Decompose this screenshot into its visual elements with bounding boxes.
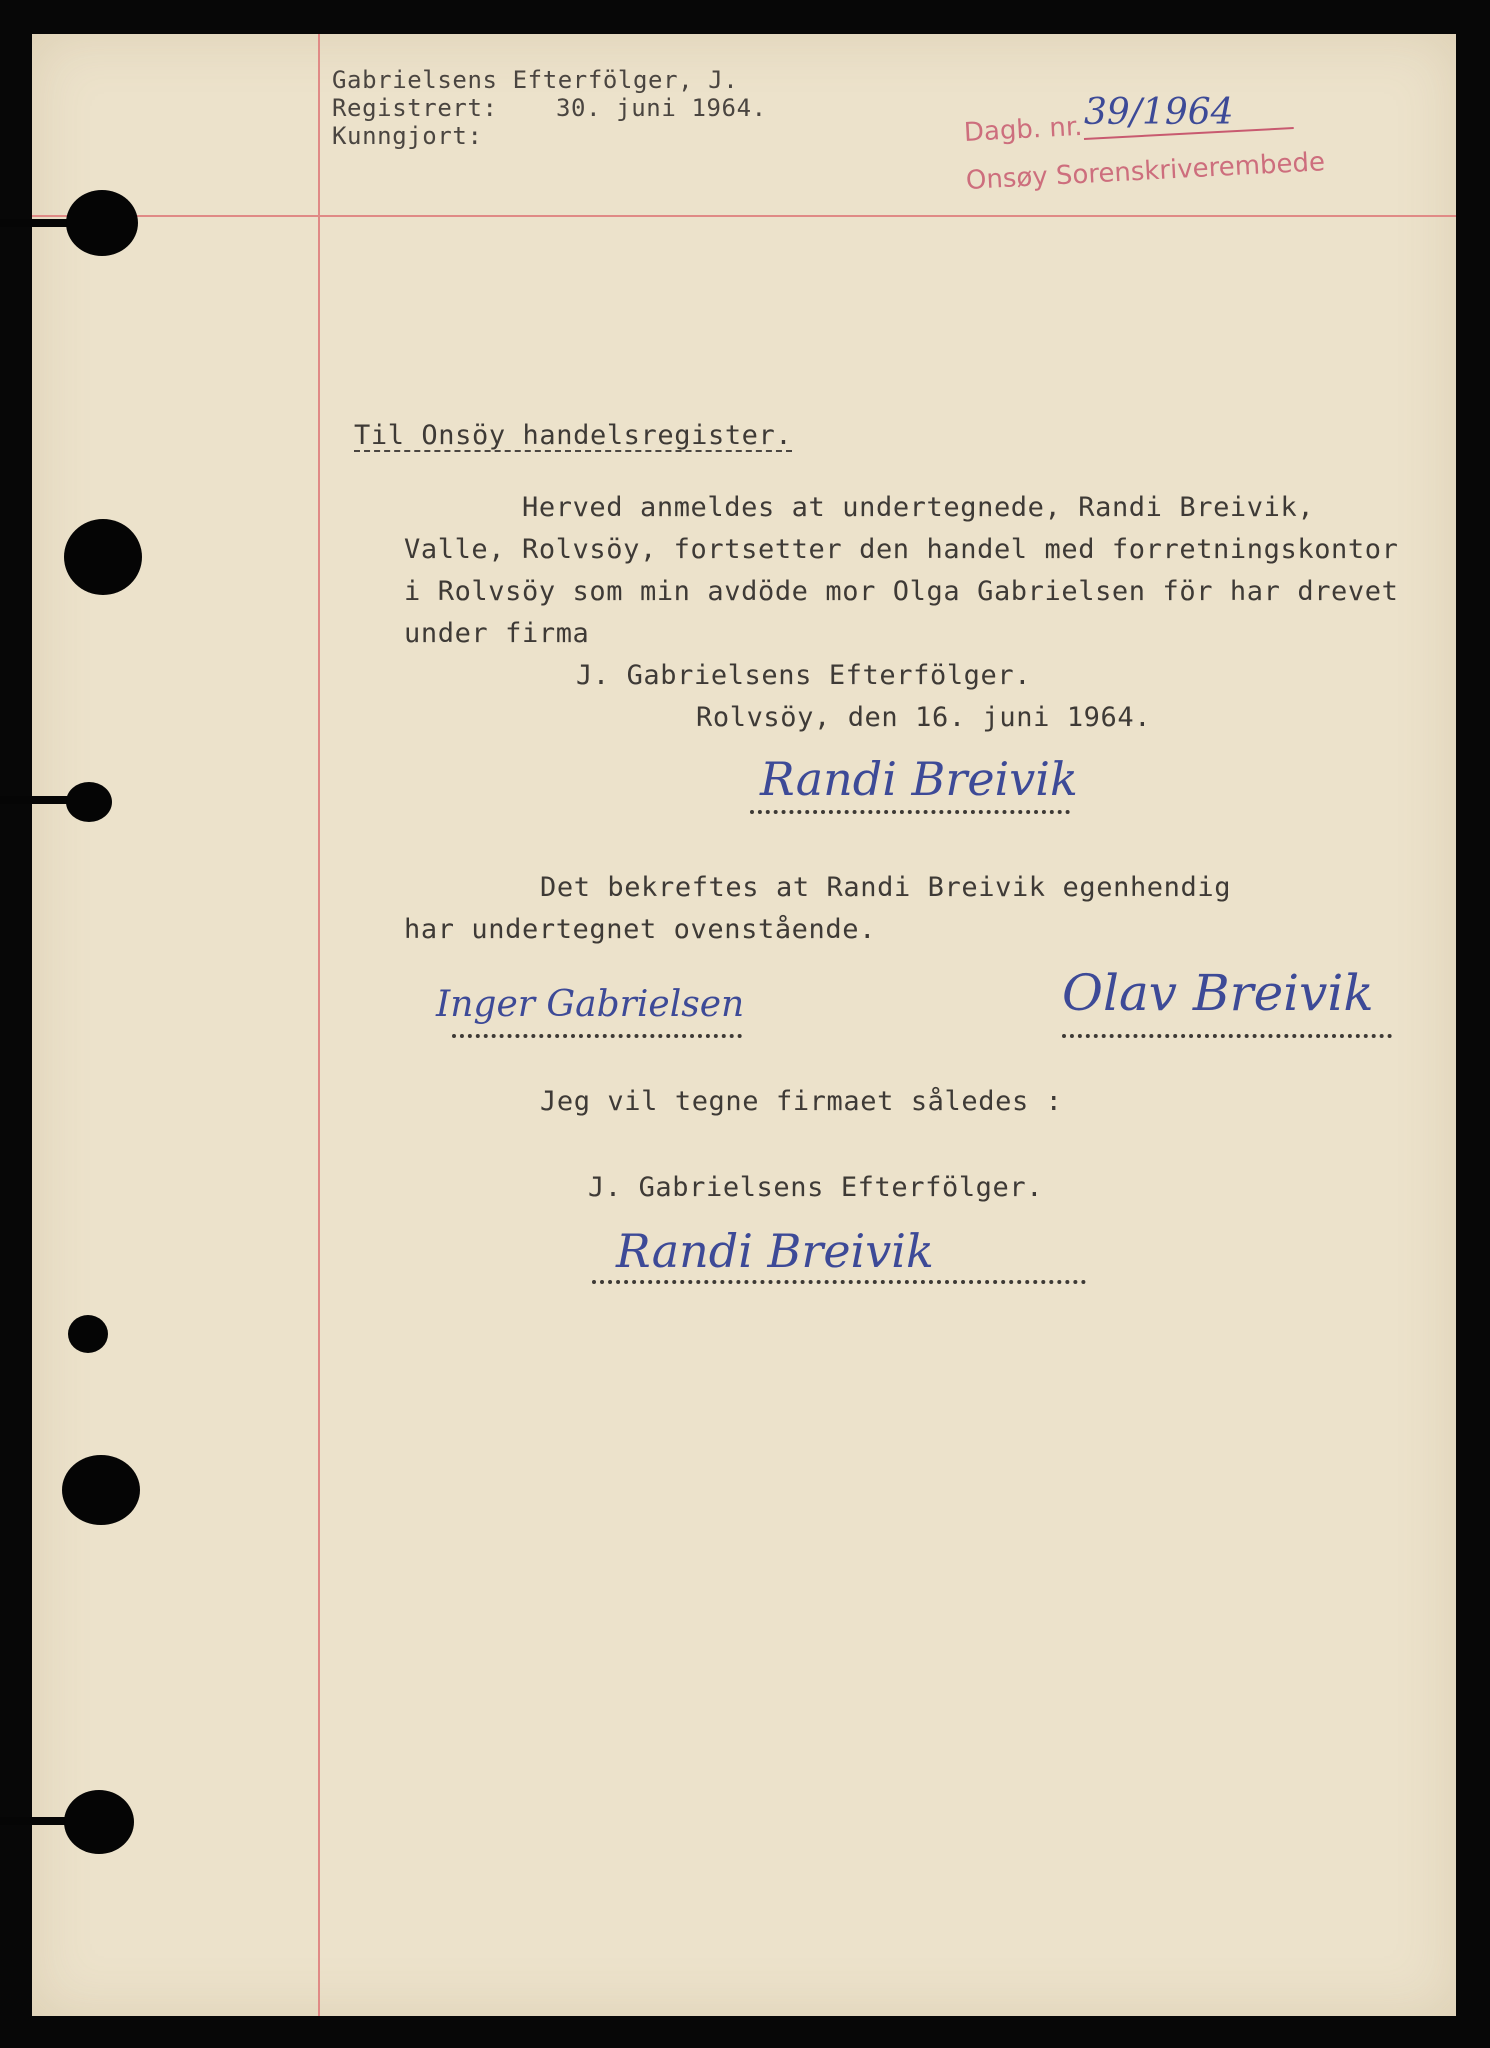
header-registered-label: Registrert: <box>332 94 498 122</box>
witness-line-1 <box>452 1034 742 1038</box>
signature-inger-gabrielsen: Inger Gabrielsen <box>436 984 745 1025</box>
paragraph-line-1: Herved anmeldes at undertegnede, Randi Breivik, <box>522 492 1315 523</box>
addressee-line: Til Onsöy handelsregister. <box>354 420 793 451</box>
header-registered-date: 30. juni 1964. <box>556 94 767 122</box>
punch-hole-2 <box>64 519 142 595</box>
confirmation-line-2: har undertegnet ovenstående. <box>404 914 876 945</box>
punch-hole-6 <box>64 1790 134 1854</box>
signature-randi-breivik-1: Randi Breivik <box>760 752 1078 806</box>
punch-hole-4 <box>68 1315 108 1353</box>
paper-sheet <box>32 34 1456 2016</box>
sign-intro-line: Jeg vil tegne firmaet således : <box>540 1086 1063 1117</box>
witness-line-2 <box>1062 1034 1392 1038</box>
journal-stamp-label: Dagb. nr. <box>963 111 1084 148</box>
confirmation-line-1: Det bekreftes at Randi Breivik egenhendig <box>540 872 1232 903</box>
paragraph-line-2: Valle, Rolvsöy, fortsetter den handel med forretningskontor <box>404 534 1399 565</box>
punch-hole-5 <box>62 1455 140 1525</box>
punch-hole-3 <box>66 782 112 822</box>
firm-name-line: J. Gabrielsens Efterfölger. <box>576 660 1032 691</box>
signature-line-1 <box>750 810 1070 814</box>
punch-hole-1 <box>66 190 138 256</box>
signature-olav-breivik: Olav Breivik <box>1062 964 1374 1022</box>
signature-line-2 <box>592 1280 1086 1284</box>
paragraph-line-3: i Rolvsöy som min avdöde mor Olga Gabrielsen för har drevet <box>404 576 1399 607</box>
journal-number-handwritten: 39/1964 <box>1084 92 1234 133</box>
signature-randi-breivik-2: Randi Breivik <box>616 1224 934 1278</box>
place-date-line: Rolvsöy, den 16. juni 1964. <box>696 702 1152 733</box>
header-firm-line: Gabrielsens Efterfölger, J. <box>332 66 739 94</box>
margin-line-vertical <box>318 34 320 2016</box>
office-stamp: Onsøy Sorenskriverembede <box>965 147 1326 196</box>
paragraph-line-4: under firma <box>404 618 590 649</box>
firm-name-line-2: J. Gabrielsens Efterfölger. <box>588 1172 1044 1203</box>
margin-line-horizontal <box>32 215 1456 217</box>
header-announced-label: Kunngjort: <box>332 122 483 150</box>
